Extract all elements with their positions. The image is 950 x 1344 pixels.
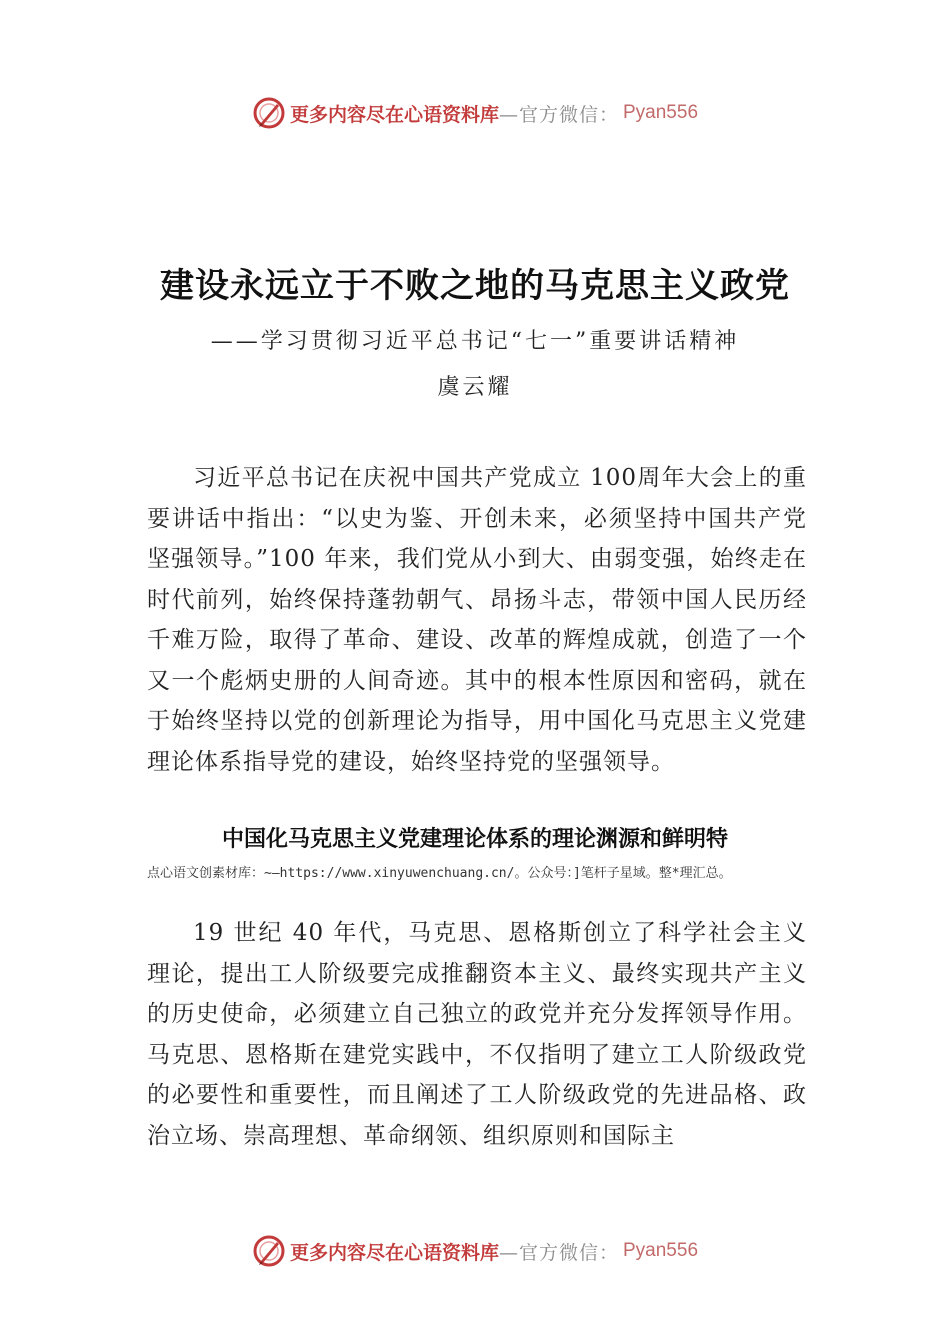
- banner-wechat-label: —官方微信：: [498, 103, 619, 126]
- body-paragraph-2: 19 世纪 40 年代，马克思、恩格斯创立了科学社会主义理论，提出工人阶级要完成推翻资本主义、最终实现共产主义的历史使命，必须建立自己独立的政党并充分发挥领导作用。马克思、恩格斯在建党实践中，不仅指明了建立工人阶级政党的必要性和重要性，而且阐述了工人阶级政党的先进品格、政治立场、崇高理想、革命纲领、组织原则和国际主: [147, 920, 807, 1149]
- header-banner: [0, 93, 950, 133]
- banner-library-text: 更多内容尽在心语资料库: [289, 103, 499, 126]
- banner-wechat-label: —官方微信：: [498, 1241, 619, 1264]
- document-author: 虞云耀: [437, 375, 513, 400]
- banner-wechat-id: Pyan556: [623, 1240, 699, 1261]
- banner-wechat-id: Pyan556: [623, 102, 699, 123]
- document-title: 建设永远立于不败之地的马克思主义政党: [160, 267, 790, 305]
- banner-library-text: 更多内容尽在心语资料库: [289, 1241, 499, 1264]
- section-heading: 中国化马克思主义党建理论体系的理论渊源和鲜明特: [221, 826, 728, 851]
- document-subtitle: ——学习贯彻习近平总书记“七一”重要讲话精神: [210, 329, 740, 354]
- footer-banner: [0, 1231, 950, 1271]
- body-paragraph-1: 习近平总书记在庆祝中国共产党成立 100周年大会上的重要讲话中指出：“以史为鉴、开创未来，必须坚持中国共产党坚强领导。”100 年来，我们党从小到大、由弱变强，始终走在时代前列，始终保持蓬勃朝气、昂扬斗志，带领中国人民历经千难万险，取得了革命、建设、改革的辉煌成就，创造了一个又一个彪炳史册的人间奇迹。其中的根本性原因和密码，就在于始终坚持以党的创新理论为指导，用中国化马克思主义党建理论体系指导党的建设，始终坚持党的坚强领导。: [147, 465, 807, 775]
- quill-logo-icon: [252, 96, 286, 130]
- quill-logo-icon: [252, 1234, 286, 1268]
- source-note: 点心语文创素材库：~—https://www.xinyuwenchuang.cn/。公众号：]笔杆子星域。整*理汇总。: [147, 866, 732, 881]
